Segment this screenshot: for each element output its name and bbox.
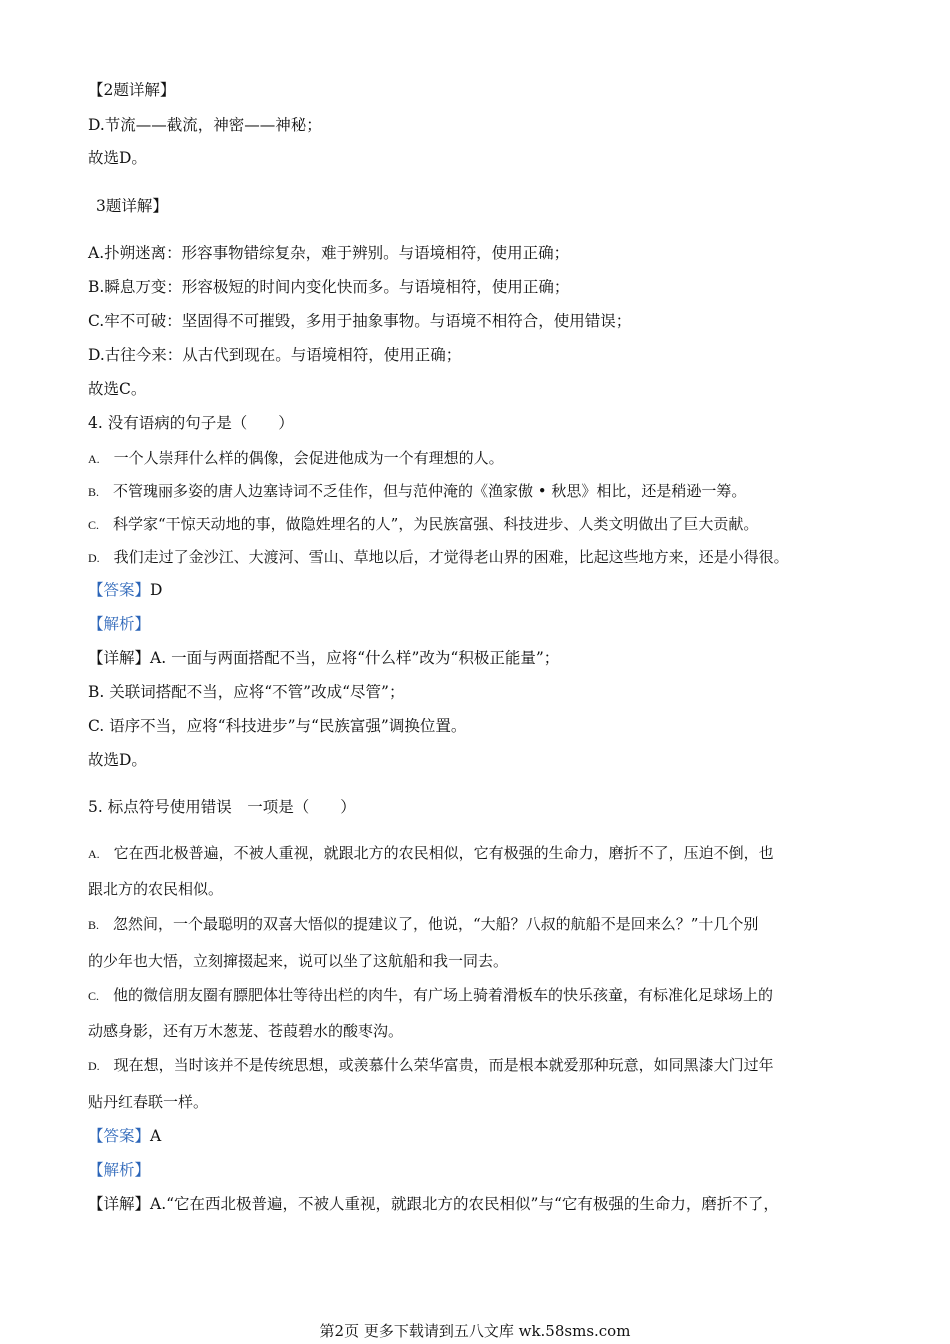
q2-line: 故选D。 (88, 149, 147, 167)
q3-line: C.牢不可破：坚固得不可摧毁，多用于抽象事物。与语境不相符合，使用错误； (88, 312, 632, 330)
q2-line: D.节流——截流，神密——神秘； (88, 116, 322, 134)
q4-option-a (88, 448, 504, 469)
q5-option-d (88, 1055, 774, 1076)
q3-line: 故选C。 (88, 380, 147, 398)
q3-line: D.古往今来：从古代到现在。与语境相符，使用正确； (88, 346, 462, 364)
q5-option-a-cont: 跟北方的农民相似。 (88, 880, 224, 898)
q4-answer (88, 580, 162, 600)
q5-option-c-cont: 动感身影，还有万木葱茏、苍葭碧水的酸枣沟。 (88, 1022, 404, 1040)
page-footer: 第2页 更多下载请到五八文库 wk.58sms.com (319, 1322, 631, 1340)
q4-detail-line: C. 语序不当，应将“科技进步”与“民族富强”调换位置。 (88, 717, 467, 735)
option-text: 现在想，当时该并不是传统思想，或羡慕什么荣华富贵，而是根本就爱那种玩意，如同黑漆大门过年 (113, 1056, 774, 1074)
answer-value: D (150, 581, 163, 599)
q3-line: A.扑朔迷离：形容事物错综复杂，难于辨别。与语境相符，使用正确； (88, 244, 570, 262)
option-letter: B. (88, 485, 100, 499)
option-letter: B. (88, 918, 100, 932)
q4-question: 4. 没有语病的句子是（ ） (88, 414, 294, 432)
q5-option-d-cont: 贴丹红春联一样。 (88, 1093, 209, 1111)
q4-option-d (88, 547, 789, 568)
option-letter: A. (88, 847, 100, 861)
detail-tag: 【详解】 (88, 1195, 151, 1213)
answer-value: A (150, 1127, 162, 1145)
option-text: 它在西北极普遍，不被人重视，就跟北方的农民相似，它有极强的生命力，磨折不了，压迫不倒，也 (113, 844, 774, 862)
q4-detail-line: 故选D。 (88, 751, 147, 769)
option-letter: C. (88, 989, 100, 1003)
detail-text: A. 一面与两面搭配不当，应将“什么样”改为“积极正能量”； (150, 649, 560, 667)
q5-option-b (88, 914, 758, 935)
q4-option-c (88, 514, 758, 535)
option-letter: D. (88, 551, 100, 565)
q5-detail (88, 1194, 779, 1214)
option-text: 他的微信朋友圈有膘肥体壮等待出栏的肉牛，有广场上骑着滑板车的快乐孩童，有标准化足球场上的 (113, 986, 774, 1004)
detail-text: A.“它在西北极普遍，不被人重视，就跟北方的农民相似”与“它有极强的生命力，磨折不了， (150, 1195, 779, 1213)
option-text: 我们走过了金沙江、大渡河、雪山、草地以后，才觉得老山界的困难，比起这些地方来，还是小得很。 (113, 548, 789, 566)
option-text: 不管瑰丽多姿的唐人边塞诗词不乏佳作，但与范仲淹的《渔家傲 • 秋思》相比，还是稍逊一筹。 (113, 482, 747, 500)
q4-detail-line: B. 关联词搭配不当，应将“不管”改成“尽管”； (88, 683, 405, 701)
q3-line: B.瞬息万变：形容极短的时间内变化快而多。与语境相符，使用正确； (88, 278, 570, 296)
q5-option-a (88, 843, 774, 864)
q5-analysis-tag: 【解析】 (88, 1161, 151, 1179)
option-text: 科学家“干惊天动地的事，做隐姓埋名的人”，为民族富强、科技进步、人类文明做出了巨大贡献。 (113, 515, 759, 533)
q2-heading: 【2题详解】 (88, 81, 176, 99)
q5-question: 5. 标点符号使用错误 一项是（ ） (88, 798, 356, 816)
q5-answer (88, 1126, 161, 1146)
option-text: 一个人崇拜什么样的偶像，会促进他成为一个有理想的人。 (113, 449, 504, 467)
option-letter: D. (88, 1059, 100, 1073)
option-letter: A. (88, 452, 100, 466)
option-letter: C. (88, 518, 100, 532)
option-text: 忽然间，一个最聪明的双喜大悟似的提建议了，他说，“大船？八叔的航船不是回来么？”十几个别 (113, 915, 759, 933)
detail-tag: 【详解】 (88, 649, 151, 667)
q5-option-c (88, 985, 773, 1006)
answer-tag: 【答案】 (88, 1127, 151, 1145)
q4-option-b (88, 481, 746, 502)
q3-heading: 3题详解】 (96, 197, 168, 215)
answer-tag: 【答案】 (88, 581, 151, 599)
q4-detail (88, 648, 559, 668)
q5-option-b-cont: 的少年也大悟，立刻撺掇起来，说可以坐了这航船和我一同去。 (88, 952, 509, 970)
q4-analysis-tag: 【解析】 (88, 615, 151, 633)
